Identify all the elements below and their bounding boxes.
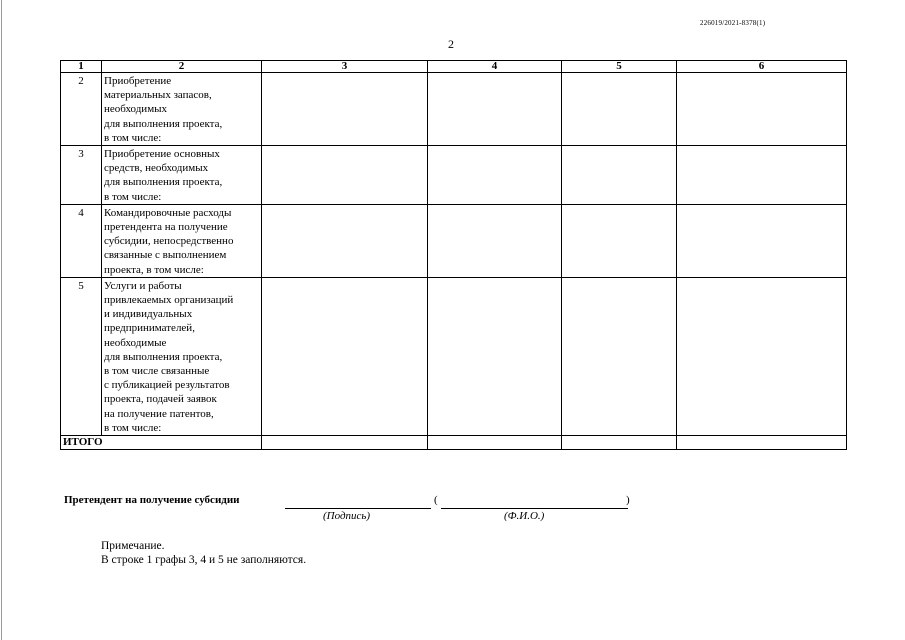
row-description: Приобретение материальных запасов, необходимых для выполнения проекта, в том числе: xyxy=(102,73,262,146)
table-cell xyxy=(428,204,562,277)
note-title: Примечание. xyxy=(101,540,165,552)
table-row xyxy=(61,277,847,435)
fio-caption: (Ф.И.О.) xyxy=(504,510,545,522)
column-header: 3 xyxy=(262,61,428,73)
table-cell xyxy=(562,73,677,146)
row-number: 5 xyxy=(61,277,102,435)
page-edge-rule xyxy=(1,0,2,640)
page-number: 2 xyxy=(448,37,454,51)
table-cell xyxy=(562,436,677,450)
column-header: 4 xyxy=(428,61,562,73)
signature-label: Претендент на получение субсидии xyxy=(64,494,240,506)
table-cell xyxy=(677,146,847,205)
table-row xyxy=(61,73,847,146)
row-description: Командировочные расходы претендента на получение субсидии, непосредственно связанные с выполнением проекта, в том числе: xyxy=(102,204,262,277)
row-description: Приобретение основных средств, необходимых для выполнения проекта, в том числе: xyxy=(102,146,262,205)
table-cell xyxy=(428,277,562,435)
column-header: 6 xyxy=(677,61,847,73)
note-text: В строке 1 графы 3, 4 и 5 не заполняются. xyxy=(101,554,307,566)
column-header: 2 xyxy=(102,61,262,73)
table-cell xyxy=(262,436,428,450)
table-row xyxy=(61,146,847,205)
expense-table xyxy=(60,60,847,450)
table-cell xyxy=(262,146,428,205)
table-row xyxy=(61,204,847,277)
document-code: 226019/2021-8378(1) xyxy=(700,19,766,27)
fio-close-paren: ) xyxy=(626,494,630,506)
signature-line xyxy=(285,508,431,509)
fio-line xyxy=(441,508,628,509)
table-cell xyxy=(562,146,677,205)
table-cell xyxy=(428,146,562,205)
table-cell xyxy=(262,277,428,435)
row-number: 4 xyxy=(61,204,102,277)
signature-caption: (Подпись) xyxy=(323,510,371,522)
total-row xyxy=(61,436,847,450)
table-cell xyxy=(262,73,428,146)
table-cell xyxy=(677,436,847,450)
table-cell xyxy=(677,73,847,146)
row-description: Услуги и работы привлекаемых организаций и индивидуальных предпринимателей, необходимые для выполнения проекта, в том числе связанные с публикацией результатов проекта, подачей заявок на получение патентов, в том числе: xyxy=(102,277,262,435)
table-cell xyxy=(562,204,677,277)
table-cell xyxy=(562,277,677,435)
row-number: 3 xyxy=(61,146,102,205)
column-header: 5 xyxy=(562,61,677,73)
table-header-row xyxy=(61,61,847,73)
row-number: 2 xyxy=(61,73,102,146)
table-cell xyxy=(262,204,428,277)
table-cell xyxy=(677,204,847,277)
table-cell xyxy=(428,73,562,146)
table-cell xyxy=(428,436,562,450)
total-label: ИТОГО xyxy=(61,436,262,450)
column-header: 1 xyxy=(61,61,102,73)
fio-open-paren: ( xyxy=(434,494,438,506)
table-cell xyxy=(677,277,847,435)
